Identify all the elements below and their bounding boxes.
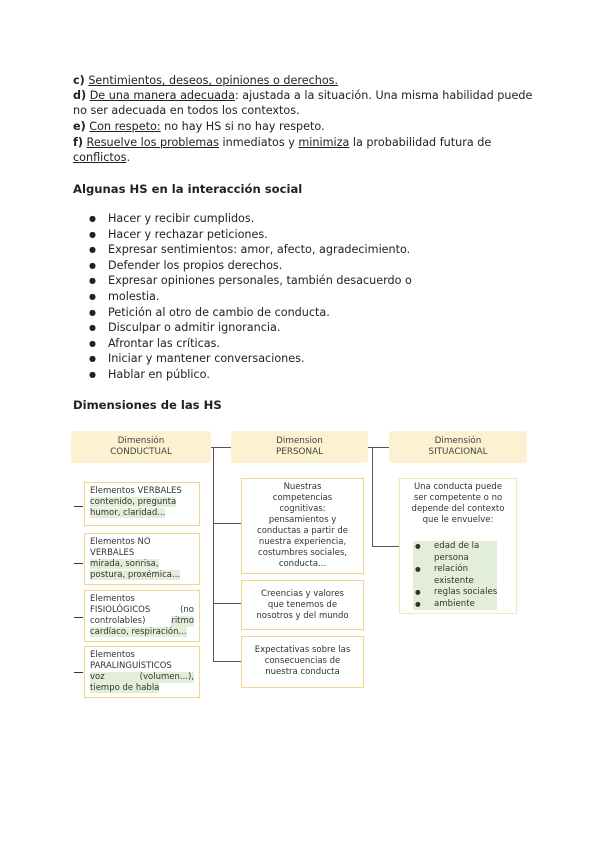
- list-item: ● relación: [413, 564, 497, 576]
- def-e: e) Con respeto: no hay HS si no hay respeto.: [73, 120, 325, 133]
- dash-mark: [74, 672, 83, 673]
- list-item: existente: [413, 576, 497, 588]
- list-item: ● molestia.: [89, 289, 412, 305]
- def-c: c) Sentimientos, deseos, opiniones o derechos.: [73, 74, 339, 87]
- situacional-list: [413, 541, 497, 610]
- box-competencias: Nuestras competencias cognitivas: pensamientos y conductas a partir de nuestra experiencia, costumbres sociales, conducta...: [241, 478, 364, 574]
- list-item: ● Expresar sentimientos: amor, afecto, agradecimiento.: [89, 242, 412, 258]
- connector: [213, 603, 241, 604]
- dash-mark: [74, 563, 83, 564]
- connector: [213, 523, 241, 524]
- box-no-verbales: Elementos NO VERBALES mirada, sonrisa, postura, proxémica...: [84, 533, 200, 585]
- list-item: ● edad de la: [413, 541, 497, 553]
- list-item: ● Afrontar las críticas.: [89, 336, 412, 352]
- box-situacional: Una conducta puede ser competente o no depende del contexto que le envuelve:: [399, 478, 517, 614]
- connector: [372, 447, 373, 546]
- box-paralinguisticos: Elementos PARALINGUÍSTICOS voz (volumen...), tiempo de habla: [84, 646, 200, 698]
- list-item: ● reglas sociales: [413, 587, 497, 599]
- hs-list: [89, 211, 412, 383]
- header-conductual: Dimensión CONDUCTUAL: [71, 431, 211, 463]
- section-title-dimensiones: Dimensiones de las HS: [73, 398, 222, 412]
- dash-mark: [74, 617, 83, 618]
- box-fisiologicos: Elementos FISIOLÓGICOS (no controlables) ritmo cardíaco, respiración...: [84, 590, 200, 642]
- header-situacional: Dimensión SITUACIONAL: [389, 431, 527, 463]
- section-title-interaccion: Algunas HS en la interacción social: [73, 182, 303, 196]
- list-item: ● Hablar en público.: [89, 367, 412, 383]
- box-expectativas: Expectativas sobre las consecuencias de nuestra conducta: [241, 636, 364, 688]
- box-verbales: Elementos VERBALES contenido, pregunta humor, claridad...: [84, 482, 200, 526]
- header-personal: Dimension PERSONAL: [231, 431, 368, 463]
- def-f: f) Resuelve los problemas inmediatos y minimiza la probabilidad futura de: [73, 136, 492, 149]
- connector: [213, 447, 214, 661]
- dash-mark: [74, 506, 83, 507]
- list-item: ● Expresar opiniones personales, también desacuerdo o: [89, 273, 412, 289]
- def-d-cont: no ser adecuada en todos los contextos.: [73, 104, 300, 117]
- list-item: ● Iniciar y mantener conversaciones.: [89, 351, 412, 367]
- list-item: ● Disculpar o admitir ignorancia.: [89, 320, 412, 336]
- connector: [213, 661, 241, 662]
- list-item: persona: [413, 553, 497, 565]
- list-item: ● Petición al otro de cambio de conducta.: [89, 305, 412, 321]
- list-item: ● ambiente: [413, 599, 497, 611]
- list-item: ● Hacer y rechazar peticiones.: [89, 227, 412, 243]
- box-creencias: Creencias y valores que tenemos de nosotros y del mundo: [241, 580, 364, 630]
- def-d: d) De una manera adecuada: ajustada a la situación. Una misma habilidad puede: [73, 89, 533, 102]
- list-item: ● Hacer y recibir cumplidos.: [89, 211, 412, 227]
- def-f-cont: conflictos.: [73, 151, 131, 164]
- list-item: ● Defender los propios derechos.: [89, 258, 412, 274]
- connector: [211, 447, 231, 448]
